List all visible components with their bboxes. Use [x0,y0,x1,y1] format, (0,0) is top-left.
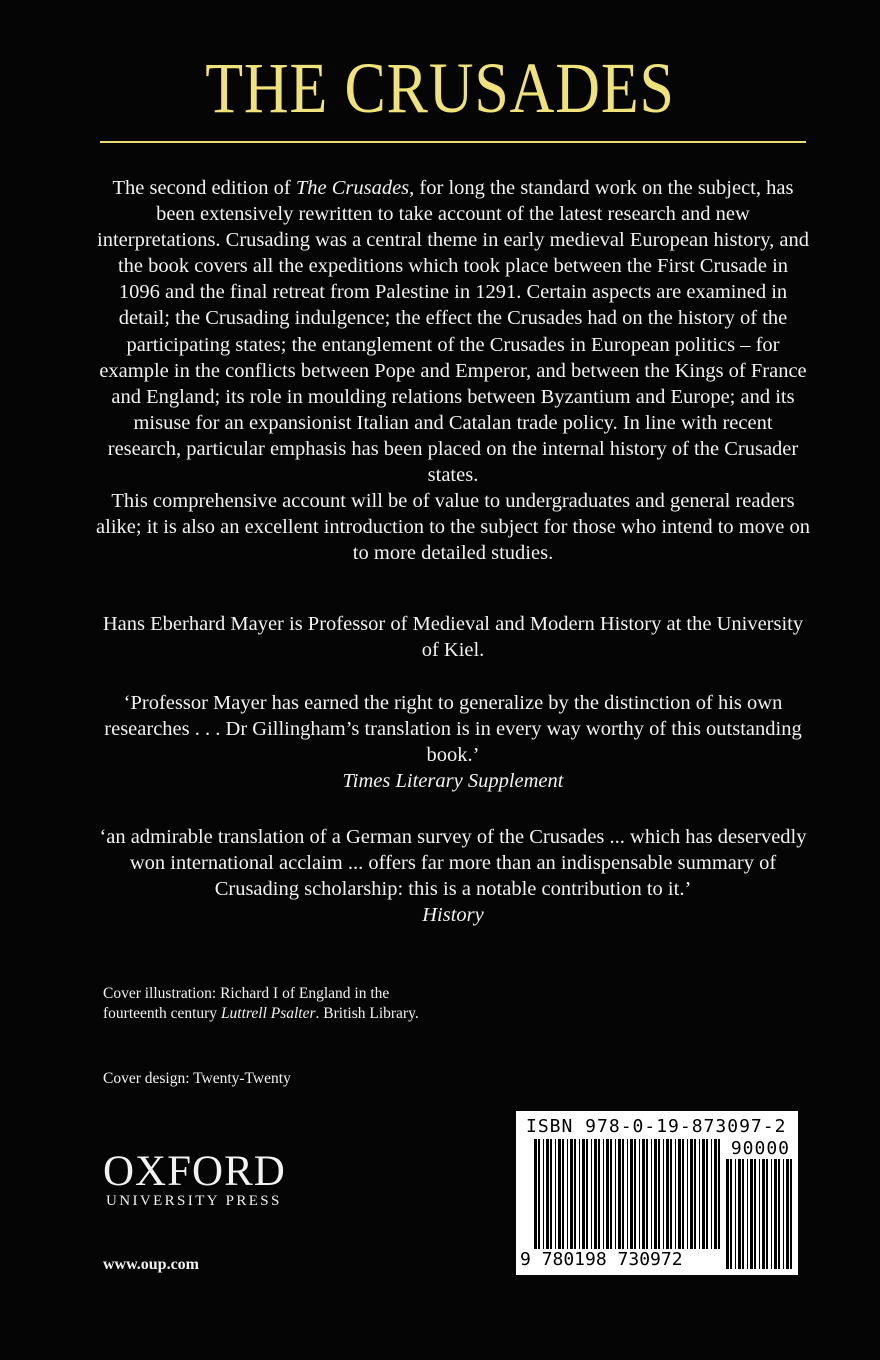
barcode-bar [735,1159,736,1269]
review-quote-source: Times Literary Supplement [342,770,564,793]
barcode-bar [670,1139,672,1249]
author-note: Hans Eberhard Mayer is Professor of Medieval and Modern History at the University of Kiel. [102,613,804,662]
barcode-bar [786,1159,789,1269]
review-quote-source: History [422,904,484,927]
description-title-italic: The Crusades [295,177,410,199]
description-paragraph-2: This comprehensive account will be of value to undergraduates and general readers alike; it is also an excellent introduction to the subject for those who intend to move on to more detailed studies. [96,490,810,565]
barcode-bar [762,1159,765,1269]
barcode-bar [646,1139,648,1249]
credit-italic: Luttrell Psalter [220,1005,316,1022]
barcode-bar [714,1139,717,1249]
review-quote-2 [96,824,810,928]
credit-text-start: Cover illustration: Richard I of England in the fourteenth century [103,985,390,1022]
barcode-bar [574,1139,576,1249]
barcode-bar [618,1139,621,1249]
barcode-bar [582,1139,585,1249]
barcode-bar [790,1159,792,1269]
barcode-bar [606,1139,609,1249]
barcode-bar [747,1159,748,1269]
barcode-bar [690,1139,693,1249]
price-code: 90000 [730,1138,790,1159]
description-text-end: , for long the standard work on the subject, has been extensively rewritten to take account of the latest research and new interpretations. Crusading was a central theme in early medieval European history, and the book covers all the expeditions which took place between the First Crusade in 1096 and the final retreat from Palestine in 1291. Certain aspects are examined in detail; the Crusading indulgence; the effect the Crusades had on the history of the participating states; the entanglement of the Crusades in European politics – for example in the conflicts between Pope and Emperor, and between the Kings of France and England; its role in moulding relations between Byzantium and Europe; and its misuse for an expansionist Italian and Catalan trade policy. In line with recent research, particular emphasis has been placed on the internal history of the Crusader states. [97,177,809,487]
book-title: THE CRUSADES [205,48,675,128]
barcode-bar [666,1139,669,1249]
barcode-bar [555,1139,556,1249]
barcode-bar [639,1139,640,1249]
barcode-bar [622,1139,624,1249]
barcode-bar [726,1159,729,1269]
barcode-bar [538,1139,540,1249]
barcode-bar [603,1139,604,1249]
barcode-bar [634,1139,636,1249]
barcode-bar [615,1139,616,1249]
barcode-bar [678,1139,681,1249]
barcode-bar [558,1139,561,1249]
barcode-bar [658,1139,660,1249]
barcode-bar [579,1139,580,1249]
publisher-website: www.oup.com [103,1256,200,1273]
credit-text-end: . British Library. [315,1005,419,1022]
barcode-bar [694,1139,696,1249]
isbn-label: ISBN 978-0-19-873097-2 [526,1116,787,1137]
book-description [96,175,810,566]
barcode-bar [702,1139,705,1249]
barcode-bar [610,1139,612,1249]
barcode-bar [783,1159,784,1269]
cover-illustration-credit [103,984,443,1024]
barcode-bar [738,1159,741,1269]
barcode-bar [682,1139,684,1249]
barcode-bar [663,1139,664,1249]
isbn-barcode [516,1111,798,1275]
review-quote-text: ‘Professor Mayer has earned the right to generalize by the distinction of his own researches . . . Dr Gillingham’s translation is in every way worthy of this outstanding book.’ [104,692,802,767]
cover-design-credit: Cover design: Twenty-Twenty [103,1070,291,1087]
description-paragraph-1 [96,175,810,488]
review-quote-text: ‘an admirable translation of a German survey of the Crusades ... which has deservedly won international acclaim ... offers far more than an indispensable summary of Crusading scholarship: this is a notable contribution to it.’ [99,826,807,901]
barcode-bar [586,1139,588,1249]
barcode-bar [699,1139,700,1249]
barcode-bar [778,1159,780,1269]
barcode-bar [567,1139,568,1249]
description-text-start: The second edition of [112,177,296,199]
review-quote-1 [96,690,810,794]
barcode-bar [642,1139,645,1249]
publisher-logo: OXFORD [103,1148,286,1195]
title-divider [100,141,806,143]
barcode-bar [718,1139,720,1249]
barcode-bar [627,1139,628,1249]
barcode-bar [750,1159,753,1269]
publisher-subtitle: UNIVERSITY PRESS [106,1193,282,1209]
barcode-bar [562,1139,564,1249]
barcode-bar [534,1139,537,1249]
barcode-bar [706,1139,708,1249]
barcode-bar [759,1159,760,1269]
barcode-bar [543,1139,544,1249]
barcode-bar [570,1139,573,1249]
barcode-bar [591,1139,592,1249]
barcode-digits: 9 780198 730972 [520,1249,683,1270]
barcode-bar [675,1139,676,1249]
barcode-bar [550,1139,552,1249]
barcode-bar [766,1159,768,1269]
barcode-bar [742,1159,744,1269]
barcode-bar [654,1139,657,1249]
barcode-bar [687,1139,688,1249]
barcode-bar [651,1139,652,1249]
barcode-bar [771,1159,772,1269]
barcode-bar [630,1139,633,1249]
barcode-bar [774,1159,777,1269]
barcode-bar [754,1159,756,1269]
barcode-bar [730,1159,732,1269]
barcode-bar [594,1139,597,1249]
barcode-bar [546,1139,549,1249]
barcode-bar [711,1139,712,1249]
barcode-bar [598,1139,600,1249]
